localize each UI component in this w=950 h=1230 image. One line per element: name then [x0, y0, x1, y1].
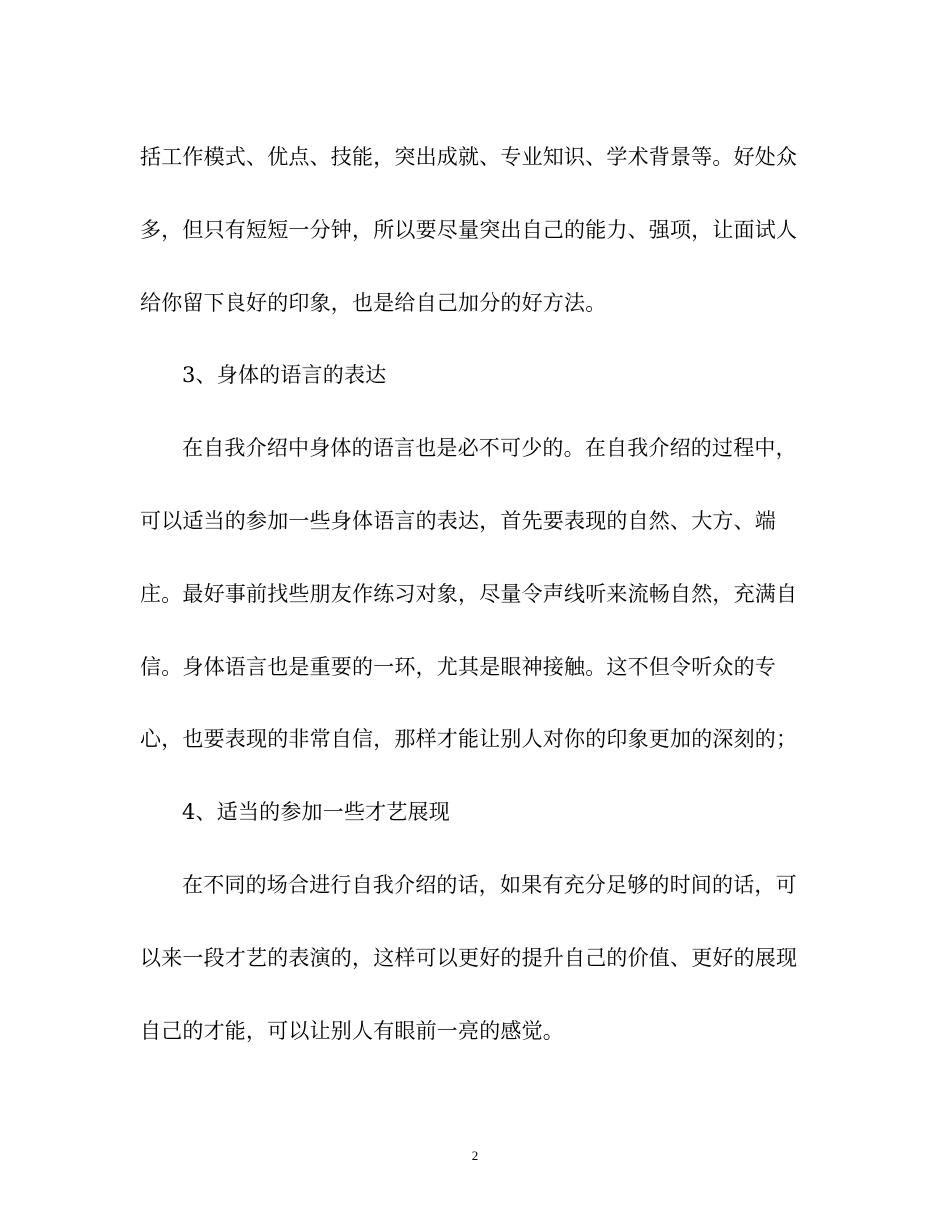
text-line: 以来一段才艺的表演的，这样可以更好的提升自己的价值、更好的展现	[140, 945, 798, 970]
text-line: 庄。最好事前找些朋友作练习对象，尽量令声线听来流畅自然，充满自	[140, 581, 798, 606]
text-line: 括工作模式、优点、技能，突出成就、专业知识、学术背景等。好处众	[140, 145, 798, 169]
text-line: 可以适当的参加一些身体语言的表达，首先要表现的自然、大方、端	[140, 508, 776, 533]
text-line: 信。身体语言也是重要的一环，尤其是眼神接触。这不但令听众的专	[140, 654, 776, 679]
text-line: 心，也要表现的非常自信，那样才能让别人对你的印象更加的深刻的；	[140, 727, 798, 752]
text-line: 给你留下良好的印象，也是给自己加分的好方法。	[140, 290, 607, 315]
text-line: 多，但只有短短一分钟，所以要尽量突出自己的能力、强项，让面试人	[140, 217, 798, 242]
section-heading: 4、适当的参加一些才艺展现	[182, 800, 450, 825]
body-text	[140, 135, 820, 1081]
text-line: 自己的才能，可以让别人有眼前一亮的感觉。	[140, 1018, 564, 1043]
text-line: 在自我介绍中身体的语言也是必不可少的。在自我介绍的过程中，	[182, 436, 797, 461]
section-heading: 3、身体的语言的表达	[182, 363, 387, 388]
page-number: 2	[471, 1148, 479, 1163]
text-line: 在不同的场合进行自我介绍的话，如果有充分足够的时间的话，可	[182, 872, 797, 897]
